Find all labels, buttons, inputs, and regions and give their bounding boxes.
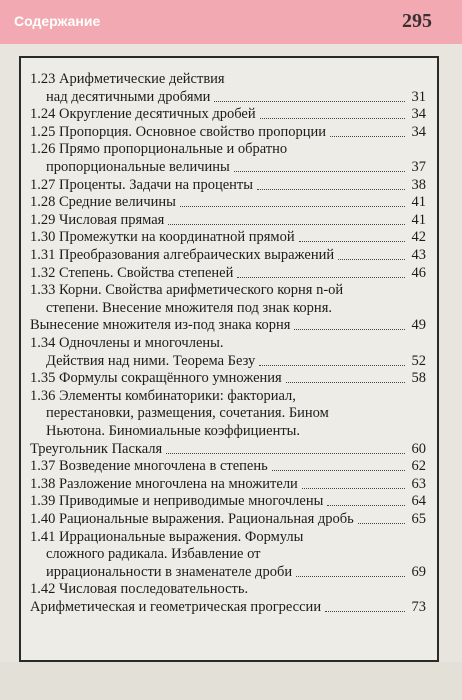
dot-leader [338,259,405,260]
dot-leader [302,488,405,489]
dot-leader [259,365,405,366]
toc-page-number: 58 [411,370,426,387]
toc-page-number: 69 [411,563,426,580]
page-number: 295 [402,10,432,32]
toc-entry-text: 1.29 Числовая прямая [30,211,165,228]
toc-entry-text: 1.38 Разложение многочлена на множители [30,475,298,492]
dot-leader [237,277,405,278]
bottom-margin [0,662,462,700]
toc-entry-text: 1.24 Округление десятичных дробей [30,106,256,123]
toc-entry-text: над десятичными дробями [46,88,211,105]
toc-page-number: 60 [411,440,426,457]
dot-leader [327,505,405,506]
toc-page-number: 65 [411,511,426,527]
toc-entry-text: 1.28 Средние величины [30,194,176,211]
toc-entry-text: 1.32 Степень. Свойства степеней [30,264,234,281]
toc-line [30,596,430,618]
dot-leader [296,576,405,577]
toc-entry-text: Вынесение множителя из-под знака корня [30,317,291,334]
toc-entry-text: 1.31 Преобразования алгебраических выражений [30,247,335,263]
dot-leader [260,118,405,119]
toc-entry-text: 1.35 Формулы сокращённого умножения [30,370,282,387]
dot-leader [299,241,405,242]
toc-entry-text: 1.42 Числовая последовательность. [30,581,249,598]
toc-page-number: 42 [411,229,426,246]
toc-entry-text: перестановки, размещения, сочетания. Бином [46,405,329,422]
toc-page-number: 38 [411,176,426,193]
dot-leader [168,224,405,225]
dot-leader [272,470,405,471]
toc-entry-text: 1.23 Арифметические действия [30,71,225,87]
dot-leader [166,453,405,454]
toc-page-number: 41 [411,194,426,211]
toc-page-number: 43 [411,247,426,263]
toc-page-number: 37 [411,159,426,175]
dot-leader [214,101,405,102]
toc-entry-text: 1.25 Пропорция. Основное свойство пропорции [30,123,327,140]
dot-leader [180,206,405,207]
toc-page-number: 31 [411,88,426,105]
dot-leader [325,611,405,612]
toc-entry-text: Ньютона. Биномиальные коэффициенты. [46,423,301,439]
section-title: Содержание [14,13,101,29]
toc-entry-text: 1.39 Приводимые и неприводимые многочлены [30,493,324,510]
toc-entry [30,596,426,618]
toc-page-number: 49 [411,317,426,334]
toc-page-number: 41 [411,211,426,228]
toc-page-number: 52 [411,352,426,369]
toc-entry-text: 1.40 Рациональные выражения. Рациональная дробь [30,511,354,527]
toc-entry-text: 1.26 Прямо пропорциональные и обратно [30,141,288,158]
toc-entry-text: 1.33 Корни. Свойства арифметического корня n-ой [30,282,344,299]
dot-leader [358,523,405,524]
dot-leader [257,189,405,190]
toc-entry-text: 1.34 Одночлены и многочлены. [30,335,224,351]
toc-page-number: 62 [411,458,426,475]
toc-page-number: 64 [411,493,426,510]
dot-leader [286,382,405,383]
toc-page-number: 34 [411,106,426,123]
toc-entry-text: Арифметическая и геометрическая прогрессии [30,599,322,615]
toc-entry-text: 1.41 Иррациональные выражения. Формулы [30,528,304,545]
toc-entry-text: 1.36 Элементы комбинаторики: факториал, [30,387,296,404]
toc-entry-text: степени. Внесение множителя под знак корня. [46,299,332,316]
toc-entry-text: сложного радикала. Избавление от [46,546,261,563]
toc-entry-text: 1.37 Возведение многочлена в степень [30,458,268,475]
header-bar [0,0,462,44]
dot-leader [234,171,405,172]
toc-page-number: 73 [411,599,426,615]
toc-page-number: 34 [411,123,426,140]
dot-leader [330,136,405,137]
toc-page-number: 63 [411,475,426,492]
toc-page-number: 46 [411,264,426,281]
toc-entry-text: Треугольник Паскаля [30,440,163,457]
toc-entry-text: 1.27 Проценты. Задачи на проценты [30,176,253,193]
toc-entry-text: иррациональности в знаменателе дроби [46,563,293,580]
toc-entry-text: 1.30 Промежутки на координатной прямой [30,229,295,246]
toc-entry-text: Действия над ними. Теорема Безу [46,352,256,369]
toc-entry-text: пропорциональные величины [46,159,230,175]
dot-leader [294,329,405,330]
